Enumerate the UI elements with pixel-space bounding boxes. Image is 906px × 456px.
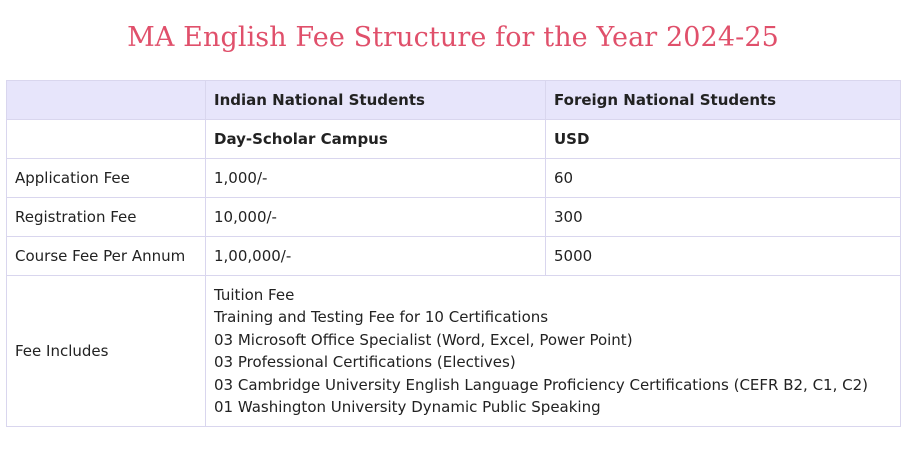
page-title: MA English Fee Structure for the Year 2024-25 bbox=[127, 22, 779, 53]
subheader-cell-empty bbox=[7, 120, 206, 159]
fee-indian: 10,000/- bbox=[206, 198, 546, 237]
fee-foreign: 300 bbox=[546, 198, 901, 237]
fee-includes-list bbox=[214, 284, 892, 419]
fee-structure-table bbox=[6, 80, 901, 427]
fee-indian: 1,00,000/- bbox=[206, 237, 546, 276]
list-item: 03 Microsoft Office Specialist (Word, Excel, Power Point) bbox=[214, 330, 633, 349]
fee-label: Course Fee Per Annum bbox=[7, 237, 206, 276]
table-row bbox=[7, 237, 901, 276]
header-cell-foreign: Foreign National Students bbox=[546, 81, 901, 120]
subheader-cell-indian: Day-Scholar Campus bbox=[206, 120, 546, 159]
subheader-cell-foreign: USD bbox=[546, 120, 901, 159]
fee-includes-row bbox=[7, 276, 901, 427]
fee-indian: 1,000/- bbox=[206, 159, 546, 198]
table-row bbox=[7, 159, 901, 198]
header-cell-indian: Indian National Students bbox=[206, 81, 546, 120]
list-item: 03 Professional Certifications (Electives) bbox=[214, 353, 516, 371]
table-header-row bbox=[7, 81, 901, 120]
list-item: 01 Washington University Dynamic Public Speaking bbox=[214, 398, 601, 416]
table-row bbox=[7, 198, 901, 237]
header-cell-empty bbox=[7, 81, 206, 120]
fee-foreign: 60 bbox=[546, 159, 901, 198]
fee-includes-label: Fee Includes bbox=[7, 276, 206, 427]
fee-label: Registration Fee bbox=[7, 198, 206, 237]
fee-includes-cell bbox=[206, 276, 901, 427]
list-item: Tuition Fee bbox=[214, 285, 295, 304]
fee-foreign: 5000 bbox=[546, 237, 901, 276]
list-item: 03 Cambridge University English Language Proficiency Certifications (CEFR B2, C1, C2) bbox=[214, 375, 869, 394]
fee-label: Application Fee bbox=[7, 159, 206, 198]
list-item: Training and Testing Fee for 10 Certifications bbox=[214, 308, 549, 326]
table-subheader-row bbox=[7, 120, 901, 159]
